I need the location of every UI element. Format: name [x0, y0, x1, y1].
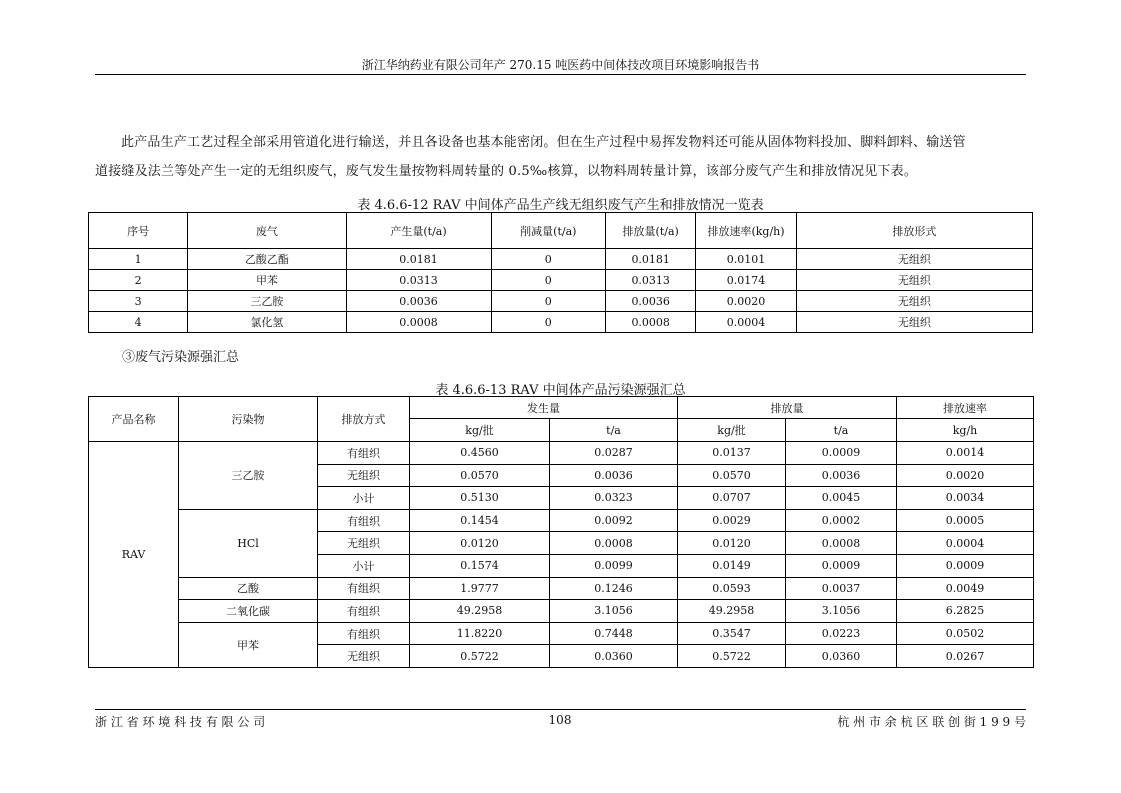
header-unit: kg/批 [678, 419, 786, 442]
value-cell: 0.0287 [550, 442, 678, 465]
table1-cell: 0.0313 [346, 270, 491, 291]
header-product: 产品名称 [89, 397, 179, 442]
method-cell: 有组织 [318, 577, 410, 600]
method-cell: 有组织 [318, 622, 410, 645]
footer-address: 杭 州 市 余 杭 区 联 创 街 1 9 9 号 [837, 715, 1026, 729]
table1-cell: 甲苯 [188, 270, 346, 291]
method-cell: 有组织 [318, 600, 410, 623]
table2-header-row [89, 397, 1034, 419]
header-rule [95, 74, 1026, 75]
table1-cell: 0.0008 [346, 312, 491, 333]
value-cell: 6.2825 [897, 600, 1034, 623]
value-cell: 0.5722 [410, 645, 550, 668]
table1-cell: 乙酸乙酯 [188, 249, 346, 270]
footer-company: 浙 江 省 环 境 科 技 有 限 公 司 [95, 715, 266, 729]
value-cell: 0.0570 [678, 464, 786, 487]
value-cell: 0.0036 [550, 464, 678, 487]
table1-cell: 0 [491, 249, 606, 270]
value-cell: 3.1056 [550, 600, 678, 623]
table1-cell: 无组织 [796, 270, 1032, 291]
value-cell: 0.0707 [678, 487, 786, 510]
table1-cell: 0.0020 [696, 291, 796, 312]
method-cell: 小计 [318, 487, 410, 510]
table1-cell: 0.0008 [606, 312, 696, 333]
value-cell: 11.8220 [410, 622, 550, 645]
value-cell: 0.0004 [897, 532, 1034, 555]
table1-cell: 0.0101 [696, 249, 796, 270]
header-unit: kg/批 [410, 419, 550, 442]
table1-header-cell: 排放速率(kg/h) [696, 213, 796, 249]
header-emission: 排放量 [678, 397, 897, 419]
value-cell: 0.0045 [786, 487, 897, 510]
header-pollutant: 污染物 [179, 397, 318, 442]
header-unit: t/a [786, 419, 897, 442]
table1-row [89, 270, 1033, 291]
emission-table-2 [88, 396, 1034, 668]
value-cell: 49.2958 [678, 600, 786, 623]
method-cell: 有组织 [318, 442, 410, 465]
value-cell: 0.0009 [897, 554, 1034, 577]
value-cell: 0.0570 [410, 464, 550, 487]
value-cell: 0.0092 [550, 509, 678, 532]
value-cell: 0.1454 [410, 509, 550, 532]
value-cell: 3.1056 [786, 600, 897, 623]
value-cell: 0.5130 [410, 487, 550, 510]
value-cell: 0.0323 [550, 487, 678, 510]
table1-cell: 0.0181 [346, 249, 491, 270]
table1-cell: 0.0036 [346, 291, 491, 312]
value-cell: 0.0593 [678, 577, 786, 600]
value-cell: 1.9777 [410, 577, 550, 600]
table1-header-cell: 序号 [89, 213, 188, 249]
value-cell: 0.0037 [786, 577, 897, 600]
value-cell: 0.0149 [678, 554, 786, 577]
table1-cell: 0.0313 [606, 270, 696, 291]
section-title: ③废气污染源强汇总 [122, 350, 240, 365]
table1-cell: 无组织 [796, 249, 1032, 270]
header-unit: t/a [550, 419, 678, 442]
table1-cell: 0.0181 [606, 249, 696, 270]
table1-row [89, 312, 1033, 333]
table1-header-cell: 削减量(t/a) [491, 213, 606, 249]
footer-rule [95, 709, 1026, 710]
value-cell: 49.2958 [410, 600, 550, 623]
page-header-title: 浙江华纳药业有限公司年产 270.15 吨医药中间体技改项目环境影响报告书 [361, 58, 760, 72]
value-cell: 0.0008 [550, 532, 678, 555]
value-cell: 0.0360 [786, 645, 897, 668]
table1-row [89, 291, 1033, 312]
value-cell: 0.0099 [550, 554, 678, 577]
pollutant-cell: 二氧化碳 [179, 600, 318, 623]
product-name-cell: RAV [89, 442, 179, 668]
value-cell: 0.0360 [550, 645, 678, 668]
value-cell: 0.0223 [786, 622, 897, 645]
table1-cell: 0 [491, 291, 606, 312]
value-cell: 0.0120 [678, 532, 786, 555]
table1-row [89, 249, 1033, 270]
table1-cell: 0 [491, 270, 606, 291]
pollutant-cell: 三乙胺 [179, 442, 318, 510]
table2-row [89, 600, 1034, 623]
emission-table-1 [88, 212, 1033, 333]
table1-header-cell: 排放量(t/a) [606, 213, 696, 249]
value-cell: 0.4560 [410, 442, 550, 465]
method-cell: 有组织 [318, 509, 410, 532]
paragraph-line-2: 道接缝及法兰等处产生一定的无组织废气，废气发生量按物料周转量的 0.5‰核算，以物料周转量计算，该部分废气产生和排放情况见下表。 [95, 164, 918, 179]
method-cell: 小计 [318, 554, 410, 577]
table1-header-cell: 产生量(t/a) [346, 213, 491, 249]
pollutant-cell: HCl [179, 509, 318, 577]
value-cell: 0.0034 [897, 487, 1034, 510]
value-cell: 0.0029 [678, 509, 786, 532]
value-cell: 0.0009 [786, 442, 897, 465]
value-cell: 0.5722 [678, 645, 786, 668]
value-cell: 0.3547 [678, 622, 786, 645]
value-cell: 0.7448 [550, 622, 678, 645]
table2-row [89, 577, 1034, 600]
table1-header-row [89, 213, 1033, 249]
value-cell: 0.0014 [897, 442, 1034, 465]
table2-row [89, 509, 1034, 532]
value-cell: 0.0020 [897, 464, 1034, 487]
value-cell: 0.1246 [550, 577, 678, 600]
value-cell: 0.0002 [786, 509, 897, 532]
table1-header-cell: 废气 [188, 213, 346, 249]
value-cell: 0.0137 [678, 442, 786, 465]
table1-cell: 三乙胺 [188, 291, 346, 312]
table1-cell: 1 [89, 249, 188, 270]
table1-cell: 0 [491, 312, 606, 333]
pollutant-cell: 甲苯 [179, 622, 318, 667]
pollutant-cell: 乙酸 [179, 577, 318, 600]
header-method: 排放方式 [318, 397, 410, 442]
value-cell: 0.0005 [897, 509, 1034, 532]
header-unit: kg/h [897, 419, 1034, 442]
value-cell: 0.0267 [897, 645, 1034, 668]
table1-caption: 表 4.6.6-12 RAV 中间体产品生产线无组织废气产生和排放情况一览表 [357, 198, 764, 213]
method-cell: 无组织 [318, 532, 410, 555]
value-cell: 0.0036 [786, 464, 897, 487]
value-cell: 0.0008 [786, 532, 897, 555]
value-cell: 0.0502 [897, 622, 1034, 645]
table1-cell: 3 [89, 291, 188, 312]
value-cell: 0.0120 [410, 532, 550, 555]
table1-cell: 0.0174 [696, 270, 796, 291]
table1-cell: 无组织 [796, 312, 1032, 333]
table2-row [89, 622, 1034, 645]
paragraph-line-1: 此产品生产工艺过程全部采用管道化进行输送，并且各设备也基本能密闭。但在生产过程中易挥发物料还可能从固体物料投加、脚料卸料、输送管 [121, 135, 966, 150]
table1-cell: 2 [89, 270, 188, 291]
table2-row [89, 442, 1034, 465]
table2-caption: 表 4.6.6-13 RAV 中间体产品污染源强汇总 [435, 383, 686, 398]
page-number: 108 [548, 713, 572, 727]
value-cell: 0.0009 [786, 554, 897, 577]
table1-header-cell: 排放形式 [796, 213, 1032, 249]
header-rate: 排放速率 [897, 397, 1034, 419]
table1-cell: 0.0036 [606, 291, 696, 312]
value-cell: 0.1574 [410, 554, 550, 577]
value-cell: 0.0049 [897, 577, 1034, 600]
table1-cell: 0.0004 [696, 312, 796, 333]
method-cell: 无组织 [318, 464, 410, 487]
header-generated: 发生量 [410, 397, 678, 419]
method-cell: 无组织 [318, 645, 410, 668]
table1-cell: 氯化氢 [188, 312, 346, 333]
table1-cell: 无组织 [796, 291, 1032, 312]
table1-cell: 4 [89, 312, 188, 333]
